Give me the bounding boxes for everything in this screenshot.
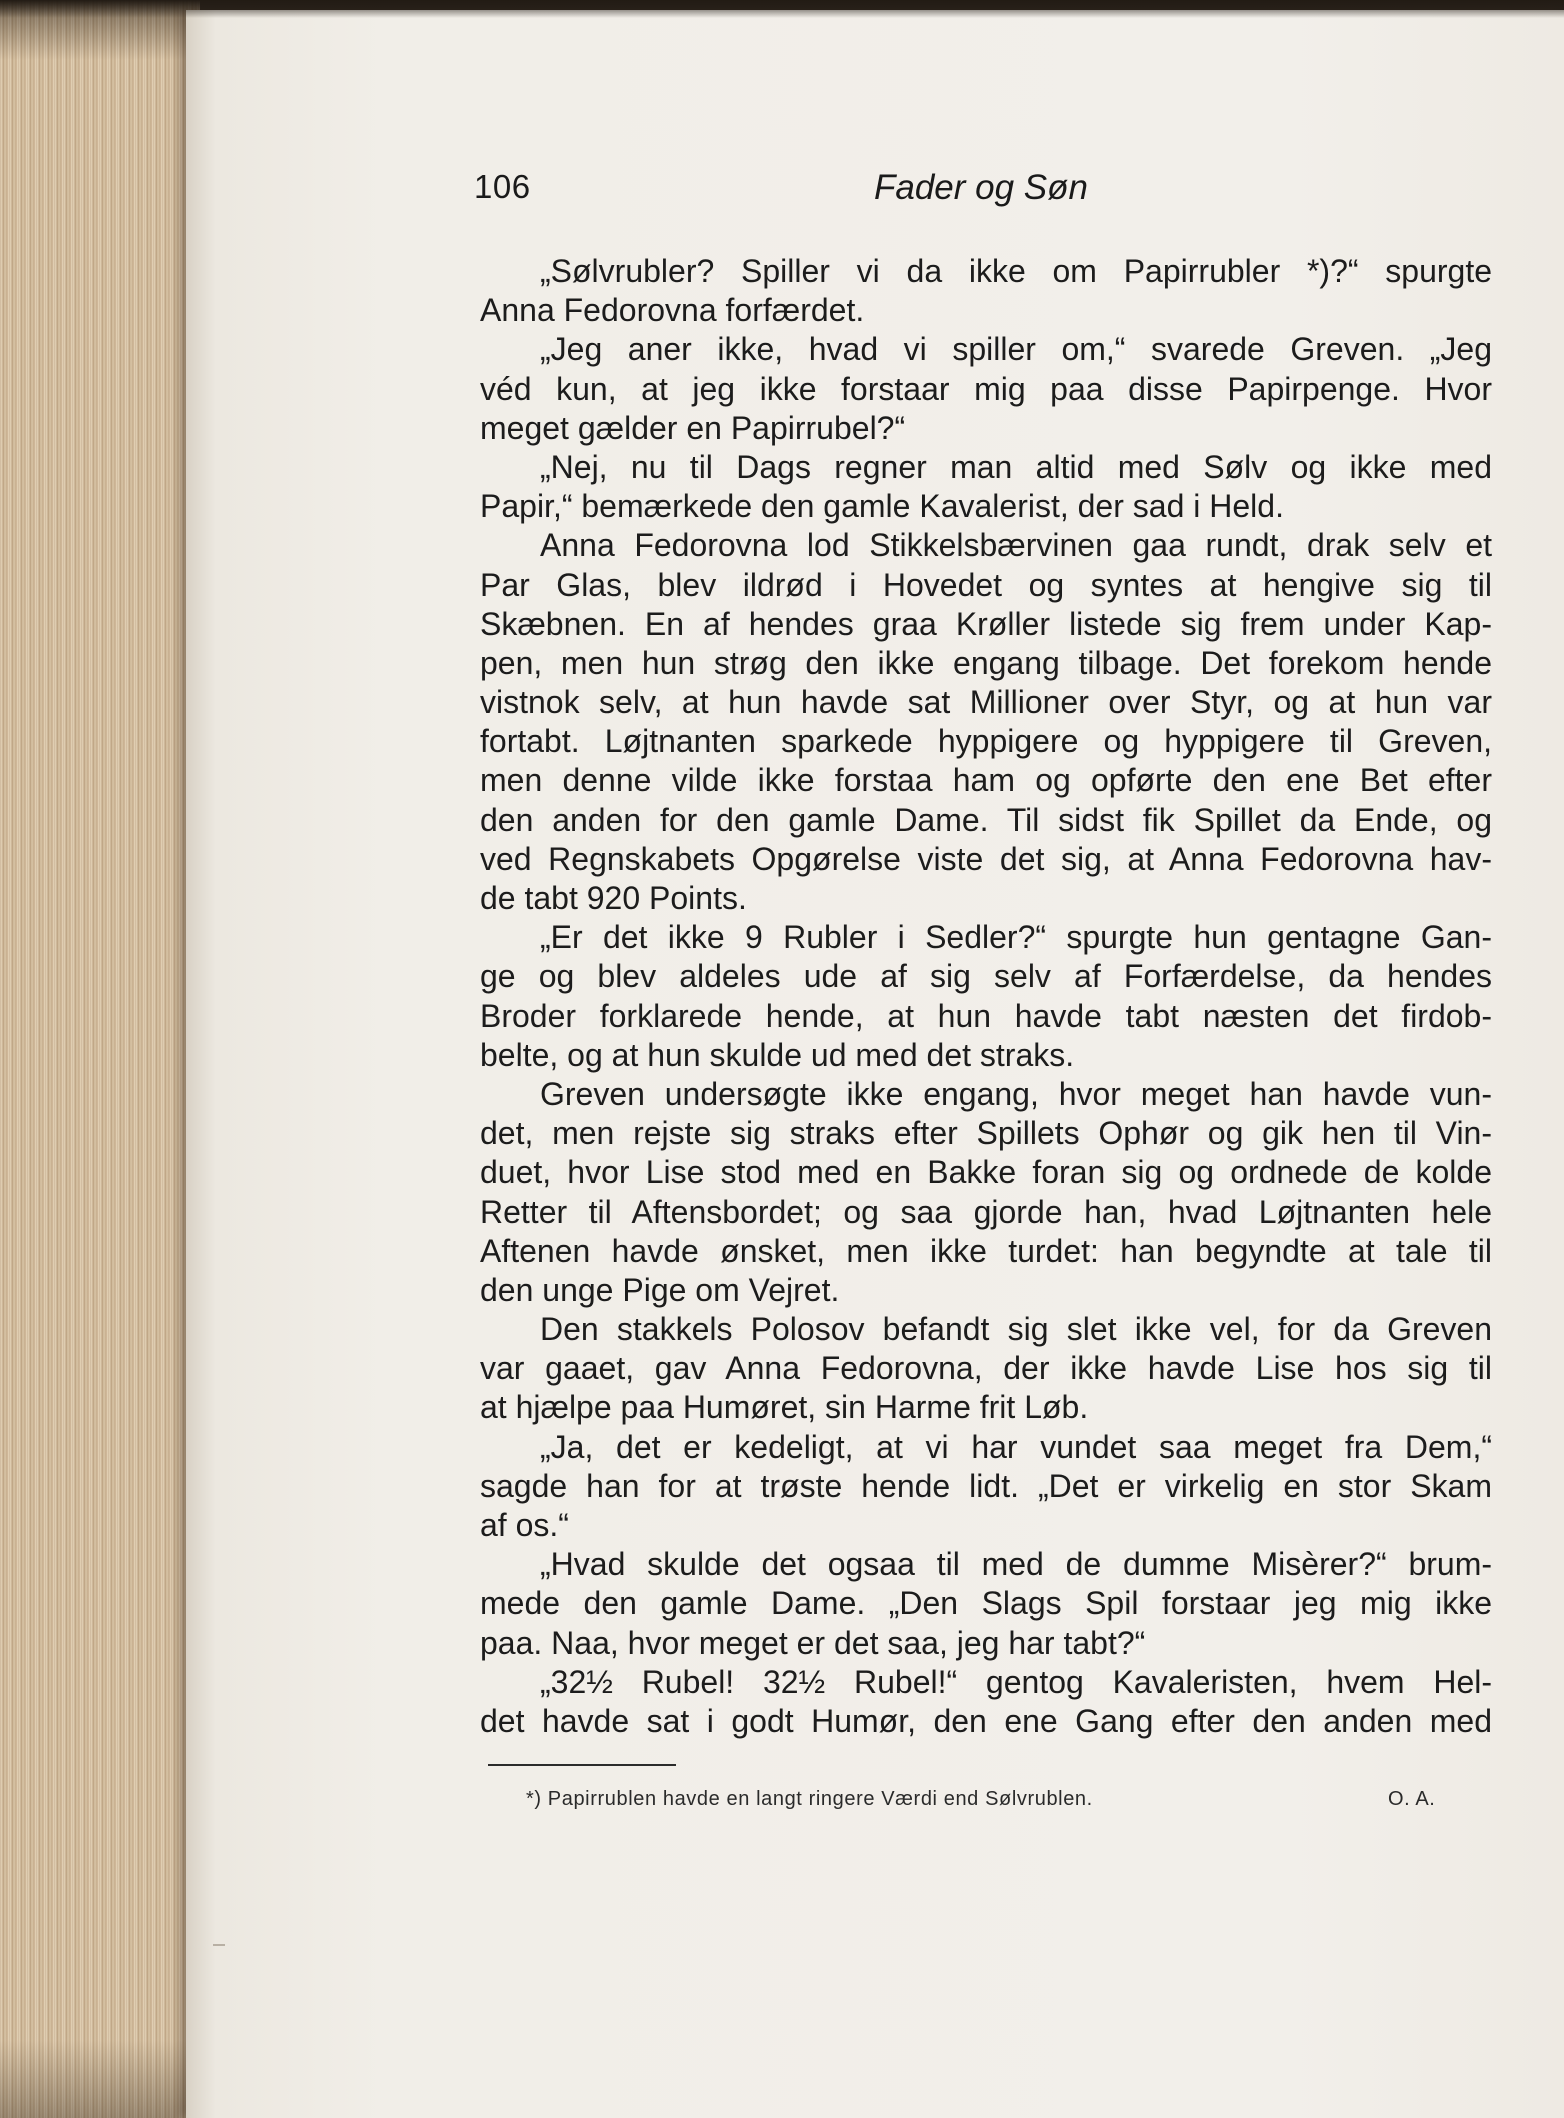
text-line: Aftenen havde ønsket, men ikke turdet: han begyndte at tale til <box>480 1232 1492 1269</box>
page-header <box>474 168 1494 218</box>
text-line: at hjælpe paa Humøret, sin Harme frit Løb. <box>480 1389 1089 1426</box>
text-line: paa. Naa, hvor meget er det saa, jeg har tabt?“ <box>480 1624 1146 1661</box>
text-line: „Jeg aner ikke, hvad vi spiller om,“ svarede Greven. „Jeg <box>540 331 1492 368</box>
text-line: Greven undersøgte ikke engang, hvor meget han havde vun- <box>540 1075 1492 1112</box>
text-line: ved Regnskabets Opgørelse viste det sig, at Anna Fedorovna hav- <box>480 840 1492 877</box>
text-line: sagde han for at trøste hende lidt. „Det er virkelig en stor Skam <box>480 1467 1492 1504</box>
text-line: mede den gamle Dame. „Den Slags Spil forstaar jeg mig ikke <box>480 1585 1492 1622</box>
text-line: Anna Fedorovna lod Stikkelsbærvinen gaa rundt, drak selv et <box>540 527 1492 564</box>
text-line: „Er det ikke 9 Rubler i Sedler?“ spurgte hun gentagne Gan- <box>540 919 1492 956</box>
text-line: „32½ Rubel! 32½ Rubel!“ gentog Kavaleristen, hvem Hel- <box>540 1663 1492 1700</box>
text-line: pen, men hun strøg den ikke engang tilbage. Det forekom hende <box>480 644 1492 681</box>
text-line: Skæbnen. En af hendes graa Krøller listede sig frem under Kap- <box>480 605 1492 642</box>
text-line: Par Glas, blev ildrød i Hovedet og syntes at hengive sig til <box>480 566 1492 603</box>
text-line: meget gælder en Papirrubel?“ <box>480 409 906 446</box>
text-line: „Ja, det er kedeligt, at vi har vundet saa meget fra Dem,“ <box>540 1428 1492 1465</box>
footnote <box>526 1788 1446 1818</box>
running-title: Fader og Søn <box>874 168 1088 207</box>
text-line: Papir,“ bemærkede den gamle Kavalerist, der sad i Held. <box>480 488 1284 525</box>
margin-mark <box>213 1944 225 1946</box>
text-line: véd kun, at jeg ikke forstaar mig paa disse Papirpenge. Hvor <box>480 370 1492 407</box>
text-line: ge og blev aldeles ude af sig selv af Forfærdelse, da hendes <box>480 958 1492 995</box>
text-line: men denne vilde ikke forstaa ham og opførte den ene Bet efter <box>480 762 1492 799</box>
text-line: var gaaet, gav Anna Fedorovna, der ikke havde Lise hos sig til <box>480 1350 1492 1387</box>
text-line: duet, hvor Lise stod med en Bakke foran sig og ordnede de kolde <box>480 1154 1492 1191</box>
text-line: vistnok selv, at hun havde sat Millioner over Styr, og at hun var <box>480 684 1492 721</box>
text-line: Den stakkels Polosov befandt sig slet ikke vel, for da Greven <box>540 1311 1492 1348</box>
text-line: af os.“ <box>480 1507 569 1543</box>
text-line: „Hvad skulde det ogsaa til med de dumme Misèrer?“ brum- <box>540 1546 1492 1583</box>
footnote-text: *) Papirrublen havde en langt ringere Værdi end Sølvrublen. <box>526 1788 1093 1810</box>
text-line: „Sølvrubler? Spiller vi da ikke om Papirrubler *)?“ spurgte <box>540 253 1492 289</box>
footnote-rule <box>488 1764 676 1766</box>
text-line: Broder forklarede hende, at hun havde tabt næsten det firdob- <box>480 997 1492 1034</box>
text-line: Retter til Aftensbordet; og saa gjorde han, hvad Løjtnanten hele <box>480 1193 1492 1230</box>
body-text <box>480 252 1492 1741</box>
scan-top-shadow <box>0 0 1564 18</box>
footnote-signature: O. A. <box>1388 1788 1436 1810</box>
page-number: 106 <box>474 168 531 205</box>
text-line: det havde sat i godt Humør, den ene Gang efter den anden med <box>480 1702 1492 1739</box>
book-page-edges <box>0 0 200 2118</box>
text-line: „Nej, nu til Dags regner man altid med Sølv og ikke med <box>540 448 1492 485</box>
text-line: Anna Fedorovna forfærdet. <box>480 292 865 329</box>
text-line: det, men rejste sig straks efter Spillets Ophør og gik hen til Vin- <box>480 1115 1492 1152</box>
text-line: den anden for den gamle Dame. Til sidst fik Spillet da Ende, og <box>480 801 1492 838</box>
text-line: belte, og at hun skulde ud med det straks. <box>480 1036 1075 1073</box>
text-line: den unge Pige om Vejret. <box>480 1271 840 1308</box>
text-line: fortabt. Løjtnanten sparkede hyppigere og hyppigere til Greven, <box>480 723 1492 760</box>
text-line: de tabt 920 Points. <box>480 880 747 916</box>
